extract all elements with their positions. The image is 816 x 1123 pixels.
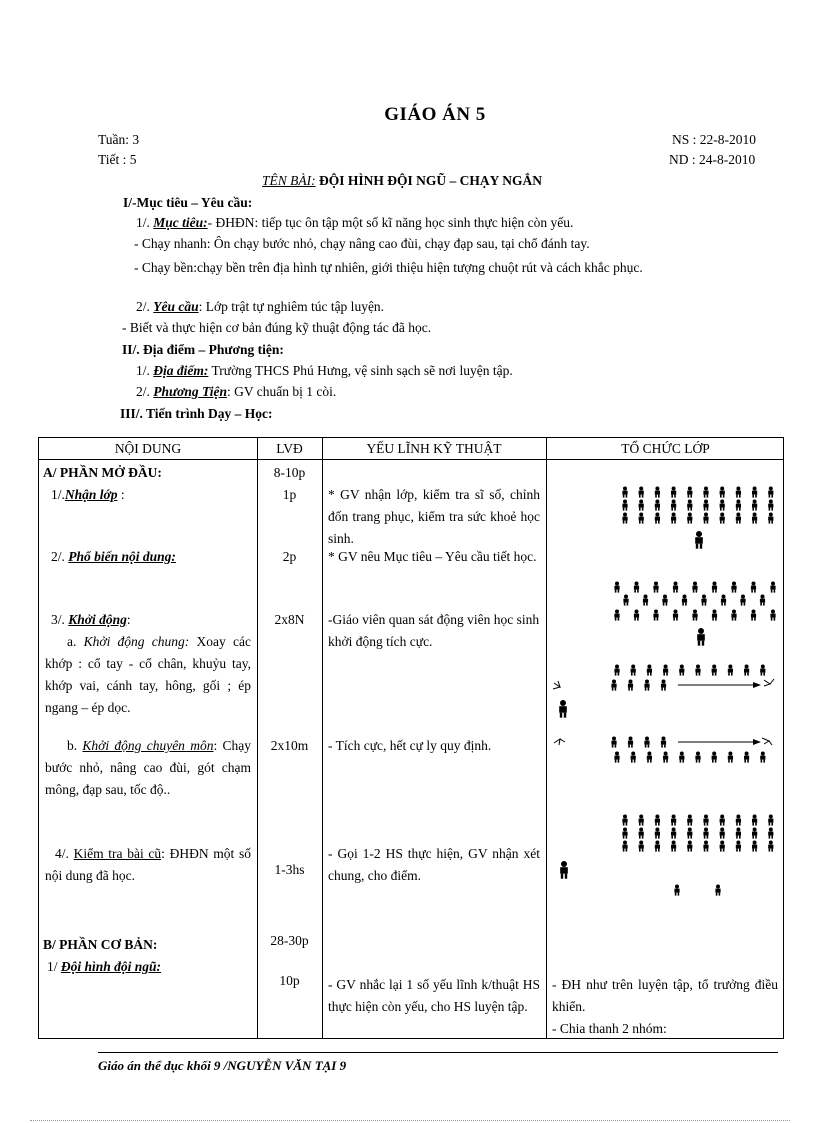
runner-icon [764, 679, 774, 686]
a3b-item [45, 735, 251, 801]
student-figure [655, 513, 660, 524]
student-figure [703, 500, 708, 511]
student-figure [661, 737, 666, 748]
part-b-title: B/ PHẦN CƠ BẢN: [43, 937, 158, 952]
student-figure [631, 665, 636, 676]
teacher-figure [559, 700, 567, 718]
objective-item-1-label: Mục tiêu: [153, 215, 208, 230]
student-figure [655, 500, 660, 511]
student-figure [671, 500, 676, 511]
location-item-2-label: Phương Tiện [153, 384, 227, 399]
student-figure [687, 487, 692, 498]
a2-lvd: 2p [282, 549, 297, 564]
student-figure [639, 513, 644, 524]
student-figure [720, 513, 725, 524]
student-figure [720, 815, 725, 826]
a4-item [45, 843, 251, 887]
objective-item-2-label: Yêu cầu [153, 299, 199, 314]
student-figure [655, 828, 660, 839]
page-bottom-edge [30, 1120, 790, 1121]
objective-item-2 [136, 299, 384, 315]
student-figure [770, 582, 775, 593]
a3-colon: : [126, 612, 131, 627]
objective-item-2-num: 2/. [136, 299, 154, 314]
student-figure [701, 595, 706, 606]
objective-item-1 [136, 215, 573, 231]
a3-requirement: -Giáo viên quan sát động viên học sinh khởi động tích cực. [328, 612, 540, 649]
a1-label: Nhận lớp [64, 487, 118, 502]
student-figure [752, 815, 757, 826]
a3-label: Khởi động [68, 612, 127, 627]
page-footer: Giáo án thể dục khối 9 /NGUYỄN VĂN TẠI 9 [98, 1058, 347, 1073]
student-figure [751, 610, 756, 621]
student-figure [744, 665, 749, 676]
student-figure [760, 665, 765, 676]
student-figure [736, 487, 741, 498]
location-item-1 [136, 363, 513, 379]
b1-requirement: - GV nhắc lại 1 số yếu lĩnh k/thuật HS thực hiện còn yếu, cho HS luyện tập. [328, 977, 540, 1014]
student-figure [740, 595, 745, 606]
b1-num: 1/ [47, 959, 58, 974]
student-figure [622, 513, 627, 524]
student-figure [770, 610, 775, 621]
student-figure [752, 487, 757, 498]
formation-diagrams [546, 460, 785, 920]
student-figure [760, 752, 765, 763]
student-figure [622, 500, 627, 511]
student-figure [631, 752, 636, 763]
header-organization: TỔ CHỨC LỚP [621, 441, 710, 456]
student-figure [768, 841, 773, 852]
formation-warmup-staggered [614, 582, 775, 646]
formation-running-drill [553, 665, 774, 763]
student-figure [611, 737, 616, 748]
student-figure [695, 752, 700, 763]
student-figure [736, 513, 741, 524]
student-figure [679, 752, 684, 763]
b1-organization-1: - ĐH như trên luyện tập, tổ trưởng điều khiển. [552, 977, 778, 1014]
nd-date: ND : 24-8-2010 [669, 152, 756, 167]
student-figure [720, 841, 725, 852]
student-figure [663, 665, 668, 676]
location-item-2-num: 2/. [136, 384, 154, 399]
student-figure [703, 841, 708, 852]
location-item-2 [136, 384, 336, 400]
a3-num: 3/. [51, 612, 65, 627]
a1-num: 1/. [51, 487, 65, 502]
a2-label: Phổ biến nội dung: [68, 549, 176, 564]
student-figure [639, 500, 644, 511]
student-figure [712, 752, 717, 763]
student-figure [752, 828, 757, 839]
b1-label: Đội hình đội ngũ: [60, 959, 162, 974]
student-figure [628, 737, 633, 748]
objective-line-2: - Chạy nhanh: Ôn chạy bước nhỏ, chạy nâng cao đùi, chạy đạp sau, tại chổ đánh tay. [134, 236, 590, 251]
student-figure [644, 680, 649, 691]
student-figure [639, 815, 644, 826]
student-figure [703, 487, 708, 498]
student-figure [671, 841, 676, 852]
formation-reception [622, 487, 773, 549]
student-figure [703, 815, 708, 826]
student-figure [715, 885, 720, 896]
b1-lvd: 10p [279, 973, 300, 988]
a3a-text: Xoay các khớp : cổ tay - cổ chân, khuỷu tay, khớp vai, cánh tay, hông, gối ; ép ngang – ép dọc. [45, 634, 251, 715]
student-figure [682, 595, 687, 606]
student-figure [687, 500, 692, 511]
header-content: NỘI DUNG [114, 441, 182, 456]
a4-lvd: 1-3hs [274, 862, 305, 877]
student-figure [768, 513, 773, 524]
student-figure [639, 487, 644, 498]
student-figure [703, 828, 708, 839]
a1-requirement: * GV nhận lớp, kiểm tra sĩ số, chỉnh đốn trang phục, kiểm tra sức khoẻ học sinh. [328, 487, 540, 546]
student-figure [768, 487, 773, 498]
student-figure [692, 610, 697, 621]
student-figure [692, 582, 697, 593]
b1-organization-2: - Chia thanh 2 nhóm: [552, 1021, 667, 1036]
student-figure [639, 841, 644, 852]
period-label: Tiết : 5 [98, 152, 137, 167]
student-figure [663, 752, 668, 763]
a3a-item [45, 631, 251, 719]
student-figure [687, 828, 692, 839]
student-figure [736, 828, 741, 839]
student-figure [760, 595, 765, 606]
ns-date: NS : 22-8-2010 [672, 132, 756, 147]
student-figure [622, 487, 627, 498]
a3b-prefix: b. [67, 738, 83, 753]
lesson-label: TÊN BÀI: [262, 173, 316, 188]
student-figure [628, 680, 633, 691]
student-figure [653, 610, 658, 621]
student-figure [736, 815, 741, 826]
student-figure [614, 665, 619, 676]
student-figure [614, 752, 619, 763]
student-figure [671, 828, 676, 839]
footer-divider [98, 1052, 778, 1053]
a3a-label: Khởi động chung: [83, 634, 190, 649]
lesson-name: ĐỘI HÌNH ĐỘI NGŨ – CHẠY NGẮN [319, 173, 543, 188]
student-figure [655, 487, 660, 498]
b1-item [47, 956, 161, 978]
student-figure [687, 815, 692, 826]
student-figure [728, 665, 733, 676]
student-figure [712, 582, 717, 593]
a3-lvd: 2x8N [274, 612, 305, 627]
student-figure [731, 582, 736, 593]
student-figure [752, 841, 757, 852]
a3-item [51, 609, 131, 631]
formation-check-old-lesson [560, 815, 773, 896]
a3b-requirement: - Tích cực, hết cự ly quy định. [328, 738, 492, 753]
student-figure [736, 841, 741, 852]
a1-colon: : [117, 487, 125, 502]
student-figure [644, 737, 649, 748]
student-figure [623, 595, 628, 606]
a2-item [51, 546, 176, 568]
student-figure [720, 828, 725, 839]
objectives-heading: I/-Mục tiêu – Yêu cầu: [123, 195, 253, 210]
a3b-lvd: 2x10m [270, 738, 309, 753]
objective-line-3: - Chạy bền:chạy bền trên địa hình tự nhiên, giới thiệu hiện tượng chuột rút và cách khắc phục. [134, 260, 643, 275]
student-figure [655, 815, 660, 826]
student-figure [634, 582, 639, 593]
col-divider-2 [322, 438, 323, 1038]
student-figure [712, 610, 717, 621]
objective-item-1-text: - ĐHĐN: tiếp tục ôn tập một số kĩ năng học sinh thực hiện còn yếu. [207, 215, 574, 230]
teacher-figure [695, 531, 703, 549]
a2-num: 2/. [51, 549, 65, 564]
student-figure [687, 513, 692, 524]
page-title: GIÁO ÁN 5 [384, 104, 486, 125]
a3b-text: : Chạy bước nhỏ, nâng cao đùi, gót chạm mông, đạp sau, tốc độ.. [45, 738, 252, 797]
student-figure [768, 500, 773, 511]
runner-icon [762, 738, 772, 745]
student-figure [673, 610, 678, 621]
student-figure [671, 513, 676, 524]
student-figure [622, 815, 627, 826]
a4-label: Kiểm tra bài cũ [73, 846, 162, 861]
student-figure [614, 582, 619, 593]
student-figure [622, 828, 627, 839]
lesson-title [262, 173, 542, 189]
a3a-prefix: a. [67, 634, 84, 649]
a4-text: : ĐHĐN một số nội dung đã học. [45, 846, 251, 883]
student-figure [671, 815, 676, 826]
student-figure [647, 752, 652, 763]
student-figure [736, 500, 741, 511]
a2-requirement: * GV nêu Mục tiêu – Yêu cầu tiết học. [328, 549, 537, 564]
student-figure [751, 582, 756, 593]
a1-item [51, 484, 125, 506]
a4-num: 4/. [55, 846, 69, 861]
student-figure [720, 487, 725, 498]
student-figure [752, 513, 757, 524]
a3b-label: Khởi động chuyên môn [82, 738, 214, 753]
lesson-table [38, 437, 784, 1039]
runner-icon [553, 681, 560, 689]
student-figure [720, 500, 725, 511]
student-figure [634, 610, 639, 621]
student-figure [752, 500, 757, 511]
header-technique: YẾU LĨNH KỸ THUẬT [366, 441, 502, 456]
runner-icon [554, 739, 565, 745]
part-a-title: A/ PHẦN MỞ ĐẦU: [43, 465, 162, 480]
student-figure [622, 841, 627, 852]
teacher-figure [697, 628, 705, 646]
location-heading: II/. Địa điểm – Phương tiện: [122, 342, 284, 357]
objective-line-5: - Biết và thực hiện cơ bản đúng kỹ thuật động tác đã học. [122, 320, 432, 335]
student-figure [768, 828, 773, 839]
student-figure [661, 680, 666, 691]
process-heading: III/. Tiến trình Dạy – Học: [120, 406, 273, 421]
student-figure [744, 752, 749, 763]
a1-lvd: 1p [282, 487, 297, 502]
week-label: Tuần: 3 [98, 132, 140, 147]
location-item-1-num: 1/. [136, 363, 154, 378]
a4-requirement: - Gọi 1-2 HS thực hiện, GV nhận xét chung, cho điểm. [328, 846, 540, 883]
student-figure [614, 610, 619, 621]
student-figure [731, 610, 736, 621]
student-figure [643, 595, 648, 606]
objective-item-2-text: : Lớp trật tự nghiêm túc tập luyện. [198, 299, 385, 314]
part-b-lvd: 28-30p [270, 933, 309, 948]
location-item-1-text: Trường THCS Phú Hưng, vệ sinh sạch sẽ nơi luyện tập. [208, 363, 513, 378]
student-figure [674, 885, 679, 896]
location-item-1-label: Địa điểm: [153, 363, 209, 378]
header-lvd: LVĐ [276, 441, 303, 456]
student-figure [712, 665, 717, 676]
student-figure [703, 513, 708, 524]
student-figure [653, 582, 658, 593]
student-figure [695, 665, 700, 676]
student-figure [611, 680, 616, 691]
location-item-2-text: : GV chuẩn bị 1 còi. [226, 384, 337, 399]
student-figure [647, 665, 652, 676]
student-figure [728, 752, 733, 763]
objective-item-1-num: 1/. [136, 215, 154, 230]
student-figure [662, 595, 667, 606]
part-a-lvd: 8-10p [273, 465, 306, 480]
student-figure [655, 841, 660, 852]
student-figure [721, 595, 726, 606]
student-figure [687, 841, 692, 852]
student-figure [639, 828, 644, 839]
student-figure [679, 665, 684, 676]
student-figure [671, 487, 676, 498]
teacher-figure [560, 861, 568, 879]
student-figure [768, 815, 773, 826]
student-figure [673, 582, 678, 593]
